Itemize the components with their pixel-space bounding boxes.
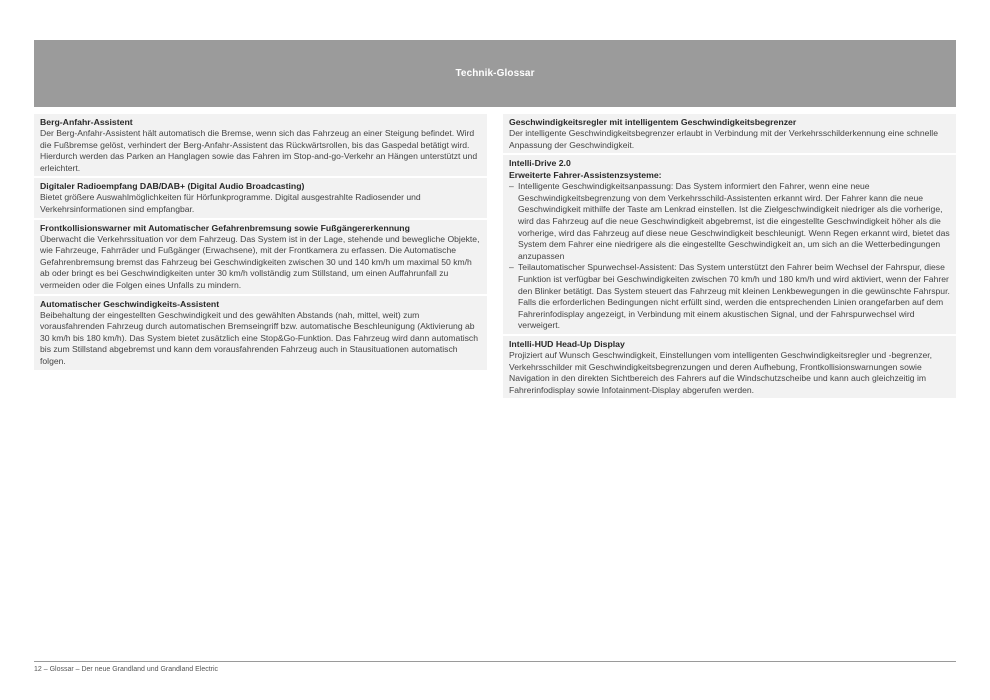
- entry-title: Automatischer Geschwindigkeits-Assistent: [40, 298, 220, 309]
- glossary-entry-frontkollisionswarner: [34, 220, 487, 294]
- footer-divider: [34, 661, 956, 662]
- entry-text: Überwacht die Verkehrssituation vor dem Fahrzeug. Das System ist in der Lage, stehende und bewegliche Objekte, wie Fahrzeuge, Fahrräder und Fußgänger (Erwachsene), mit der Frontkamera zu erfassen. Die Automatische Gefahrenbremsung bremst das Fahrzeug bei Geschwindigkeiten zwischen 30 und 140 km/h um maximal 50 km/h ab oder bringt es bei Geschwindigkeiten unter 30 km/h vollständig zum Stillstand, um einen Auffahrunfall zu vermeiden oder die Folgen eines Unfalls zu mindern.: [40, 233, 480, 290]
- glossary-entry-geschwindigkeitsregler: [503, 114, 956, 153]
- glossary-entry-geschwindigkeits-assistent: [34, 296, 487, 370]
- bullet-dash: –: [509, 181, 514, 192]
- glossary-column-right: [503, 114, 956, 400]
- glossary-entry-intelli-drive: [503, 155, 956, 334]
- entry-text: Beibehaltung der eingestellten Geschwindigkeit und des gewählten Abstands (nah, mittel, weit) zum vorausfahrenden Fahrzeug durch automatischen Bremseingriff bzw. automatische Beschleunigung (Aktivierung ab 30 km/h bis 180 km/h). Das System bietet zusätzlich eine Stop&Go-Funktion. Das Fahrzeug wird dann automatisch bis zum Stillstand abgebremst und kann dem vorausfahrenden Fahrzeug auch in Stausituationen automatisch folgen.: [40, 309, 479, 366]
- page-header: [34, 40, 956, 107]
- glossary-entry-intelli-hud: [503, 336, 956, 398]
- entry-text: Projiziert auf Wunsch Geschwindigkeit, Einstellungen vom intelligenten Geschwindigkeitsregler und -begrenzer, Verkehrsschilder mit Geschwindigkeitsbegrenzungen und deren Aufhebung, Frontkollisionswarnungen sowie Navigation in den direkten Sichtbereich des Fahrers auf die Windschutzscheibe und kann auch gleichzeitig im Fahrerinfodisplay sowie Infotainment-Display abgerufen werden.: [509, 349, 933, 395]
- glossary-entry-berg-anfahr: [34, 114, 487, 176]
- bullet-text: Teilautomatischer Spurwechsel-Assistent: Das System unterstützt den Fahrer beim Wechsel der Fahrspur, diese Funktion ist verfügbar bei Geschwindigkeiten zwischen 70 km/h und 180 km/h und wird aktiviert, wenn der Fahrer den Blinker betätigt. Das System steuert das Fahrzeug mit kleinen Lenkbewegungen in die gewünschte Fahrspur. Falls die erforderlichen Bedingungen nicht erfüllt sind, werden die entsprechenden Linien orangefarben auf dem Fahrerinfodisplay angezeigt, in Verbindung mit einem akustischen Signal, und der Fahrspurwechsel wird verweigert.: [518, 262, 950, 331]
- page-title: Technik-Glossar: [455, 68, 535, 79]
- glossary-entry-dab: [34, 178, 487, 217]
- bullet-item: [509, 262, 950, 332]
- glossary-column-left: [34, 114, 487, 372]
- entry-title: Intelli-Drive 2.0: [509, 158, 571, 169]
- bullet-dash: –: [509, 262, 514, 273]
- entry-title: Frontkollisionswarner mit Automatischer Gefahrenbremsung sowie Fußgängererkennung: [40, 222, 410, 233]
- entry-text: Der Berg-Anfahr-Assistent hält automatisch die Bremse, wenn sich das Fahrzeug an einer Steigung befindet. Wird die Fußbremse gelöst, verhindert der Berg-Anfahr-Assistent das Rückwärtsrollen, bis das Gaspedal betätigt wird. Hierdurch werden das Parken an Hanglagen sowie das Fahren im Stop-and-go-Verkehr an Hängen unterstützt und erleichtert.: [40, 128, 478, 173]
- entry-title: Geschwindigkeitsregler mit intelligentem Geschwindigkeitsbegrenzer: [509, 117, 797, 127]
- entry-title: Intelli-HUD Head-Up Display: [509, 338, 625, 349]
- entry-text: Der intelligente Geschwindigkeitsbegrenzer erlaubt in Verbindung mit der Verkehrsschilderkennung eine schnelle Anpassung der Geschwindigkeit.: [509, 128, 938, 150]
- page-footer: 12 – Glossar – Der neue Grandland und Grandland Electric: [34, 666, 219, 673]
- entry-title: Digitaler Radioempfang DAB/DAB+ (Digital Audio Broadcasting): [40, 181, 305, 192]
- entry-text: Bietet größere Auswahlmöglichkeiten für Hörfunkprogramme. Digital ausgestrahlte Radiosender und Verkehrsinformationen sind empfangbar.: [40, 192, 421, 214]
- bullet-text: Intelligente Geschwindigkeitsanpassung: Das System informiert den Fahrer, wenn eine neue Geschwindigkeitsbegrenzung von dem Verkehrsschild-Assistenten erkannt wird. Der Fahrer kann die neue Geschwindigkeit mithilfe der Taste am Lenkrad einstellen. Ist die Zielgeschwindigkeit niedriger als die vorherige, wird das Fahrzeug auf die neue Geschwindigkeit abgebremst, ist die eingestellte Geschwindigkeit höher als die vorherige, wird das Fahrzeug auf diese neue Geschwindigkeit beschleunigt. Wenn Regen erkannt wird, bietet das System dem Fahrer eine niedrigere als die eingestellte Geschwindigkeit an, um sich an die Wetterbedingungen anzupassen: [518, 181, 950, 261]
- entry-subtitle: Erweiterte Fahrer-Assistenzsysteme:: [509, 170, 662, 181]
- bullet-item: [509, 181, 950, 262]
- entry-title: Berg-Anfahr-Assistent: [40, 117, 133, 127]
